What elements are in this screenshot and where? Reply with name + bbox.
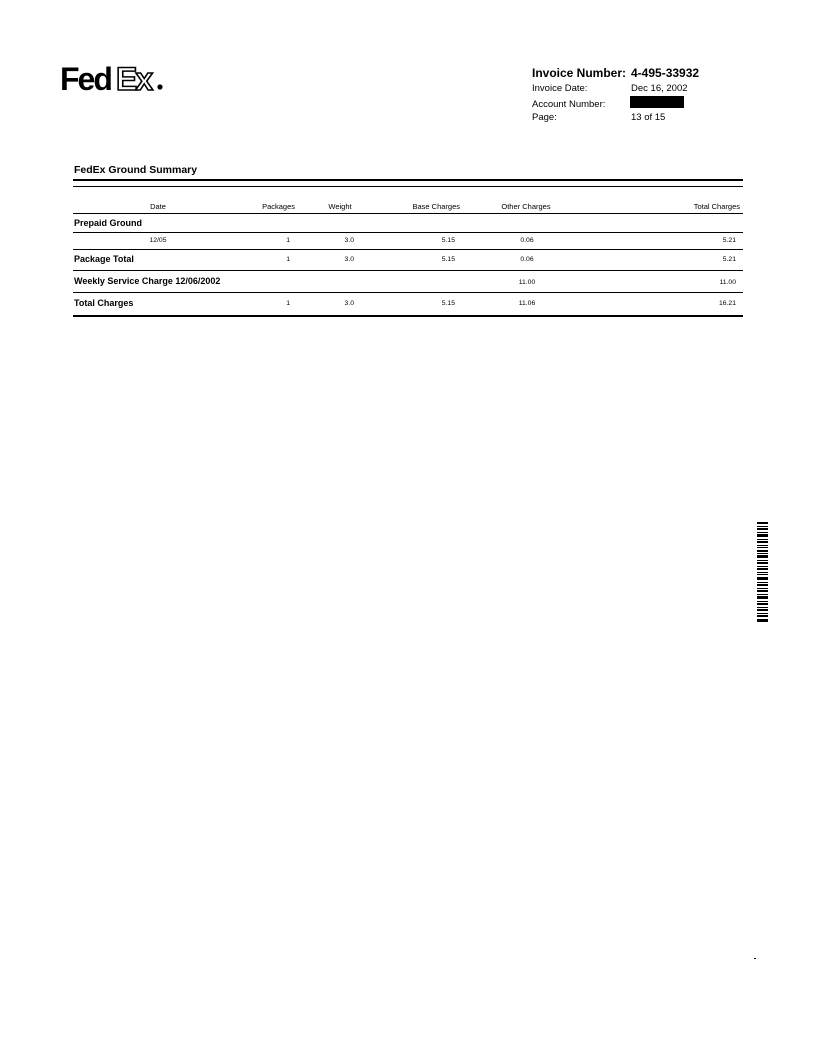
cell-weight: 3.0: [344, 300, 354, 307]
cell-base-charges: 5.15: [441, 237, 455, 244]
cell-total-charges: 11.00: [719, 279, 736, 286]
cell-packages: 1: [286, 300, 290, 307]
cell-other-charges: 11.00: [518, 279, 536, 286]
divider: [73, 213, 743, 214]
divider: [73, 249, 743, 250]
total-charges-label: Total Charges: [74, 298, 134, 308]
invoice-date: Dec 16, 2002: [631, 83, 688, 94]
cell-packages: 1: [286, 237, 290, 244]
cell-other-charges: 0.06: [520, 237, 534, 244]
barcode-icon: [757, 522, 768, 622]
column-header-total-charges: Total Charges: [693, 202, 740, 211]
svg-text:Ex: Ex: [116, 61, 152, 97]
page-mark: [754, 958, 756, 959]
divider: [73, 232, 743, 233]
cell-other-charges: 0.06: [520, 256, 534, 263]
column-header-base-charges: Base Charges: [412, 202, 460, 211]
column-header-weight: Weight: [328, 202, 352, 211]
account-number-label: Account Number:: [532, 99, 606, 110]
cell-packages: 1: [286, 256, 290, 263]
page-label: Page:: [532, 112, 557, 123]
divider: [73, 179, 743, 181]
cell-date: 12/05: [149, 237, 167, 244]
section-title: FedEx Ground Summary: [74, 164, 198, 176]
divider: [73, 186, 743, 187]
weekly-service-charge-label: Weekly Service Charge 12/06/2002: [74, 276, 221, 286]
column-header-date: Date: [150, 202, 166, 211]
package-total-label: Package Total: [74, 254, 134, 264]
fedex-logo: [60, 60, 170, 100]
invoice-number-label: Invoice Number:: [532, 66, 627, 80]
divider: [73, 292, 743, 293]
cell-total-charges: 5.21: [722, 237, 736, 244]
cell-weight: 3.0: [344, 256, 354, 263]
column-header-other-charges: Other Charges: [501, 202, 551, 211]
invoice-date-label: Invoice Date:: [532, 83, 588, 94]
cell-total-charges: 5.21: [722, 256, 736, 263]
cell-weight: 3.0: [344, 237, 354, 244]
page-number: 13 of 15: [631, 112, 666, 123]
redacted-account-number: [630, 96, 684, 108]
divider: [73, 315, 743, 317]
invoice-number: 4-495-33932: [631, 66, 700, 80]
cell-base-charges: 5.15: [441, 300, 455, 307]
cell-total-charges: 16.21: [718, 300, 736, 307]
divider: [73, 270, 743, 271]
cell-base-charges: 5.15: [441, 256, 455, 263]
cell-other-charges: 11.06: [518, 300, 536, 307]
group-label: Prepaid Ground: [74, 218, 143, 228]
column-header-packages: Packages: [262, 202, 295, 211]
svg-text:Fed: Fed: [60, 61, 111, 97]
